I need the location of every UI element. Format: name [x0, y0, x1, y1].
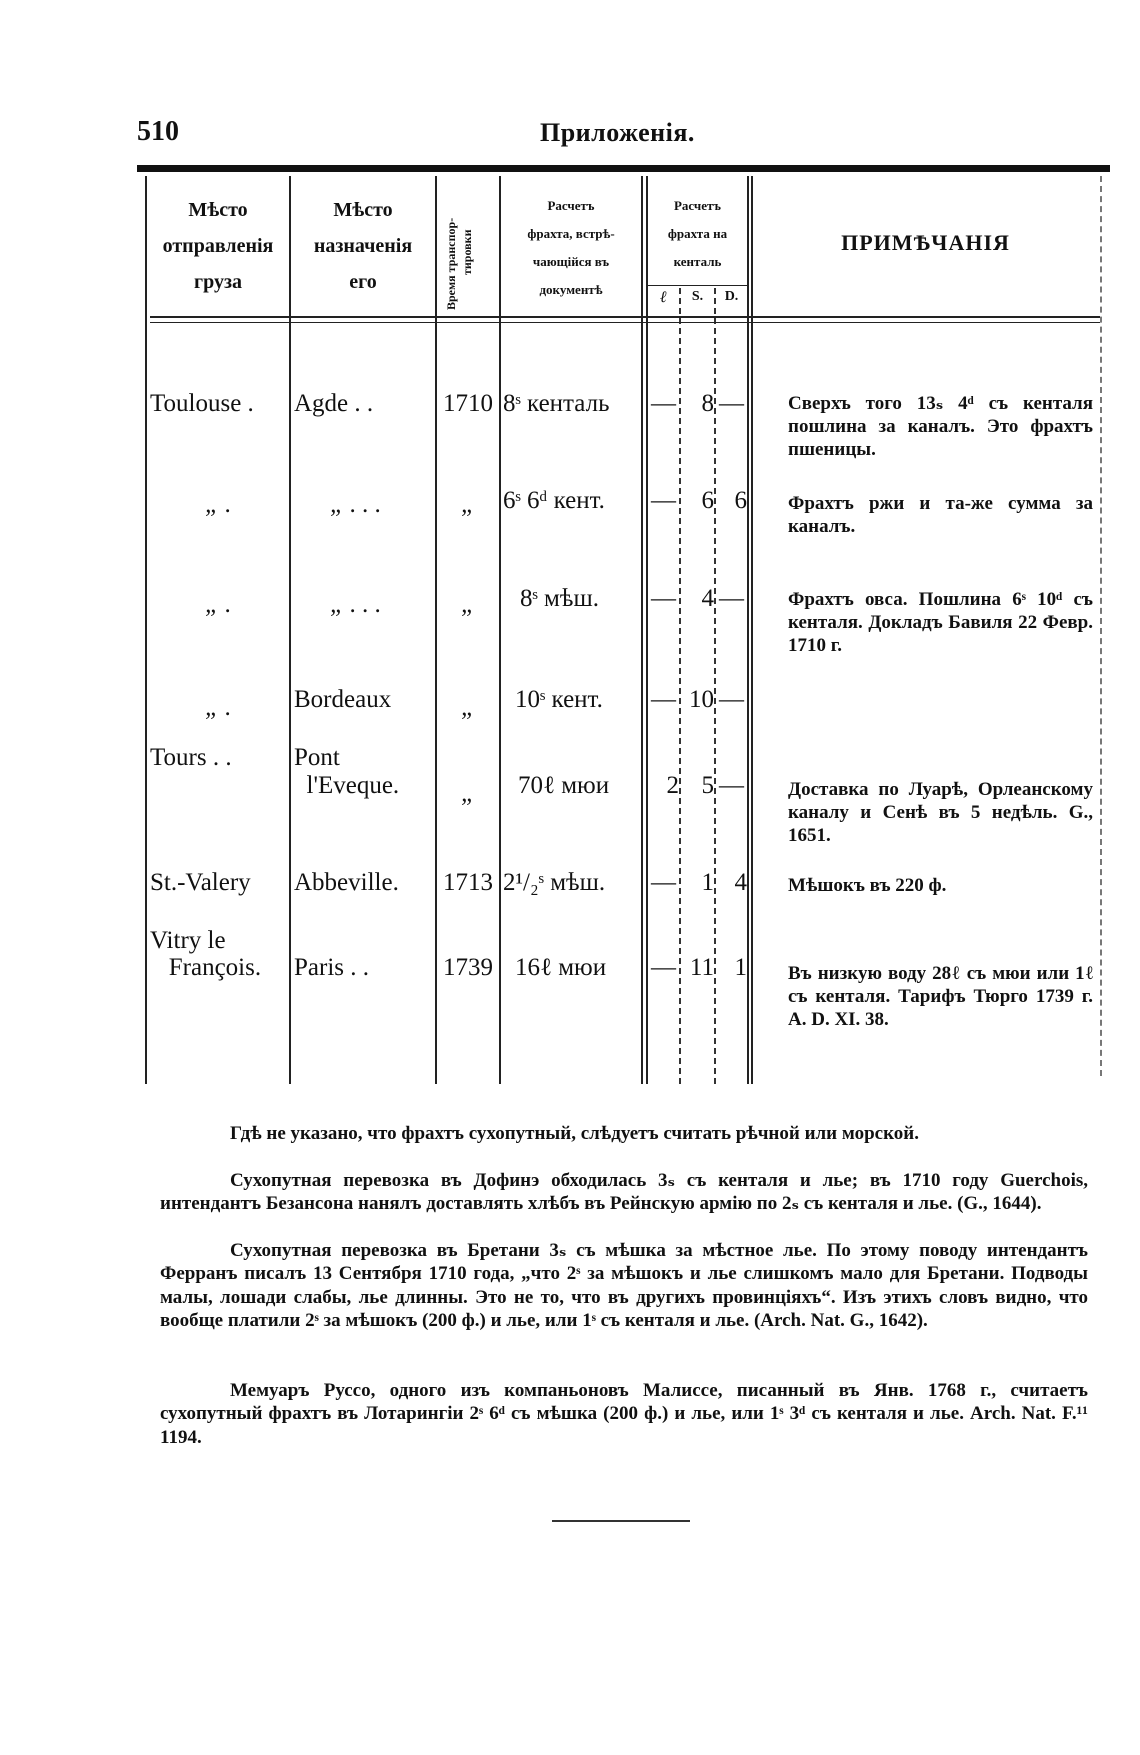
- livres-cell: 2: [666, 772, 679, 799]
- note-cell: Мѣшокъ въ 220 ф.: [788, 875, 947, 896]
- year-cell: „: [461, 491, 475, 518]
- destination-cell: Abbeville.: [294, 869, 399, 896]
- origin-cell: „ .: [205, 591, 232, 618]
- note-cell: Фрахтъ овса. Пошлина 6ˢ 10ᵈ съ кенталя. Докладъ Бавиля 22 Февр. 1710 г.: [788, 589, 1093, 656]
- livres-cell: —: [651, 686, 676, 713]
- doc-rate-cell: 2¹/₂ˢ мѣш.: [503, 869, 606, 896]
- header-text: Время транспор-: [444, 217, 458, 310]
- sous-cell: 8: [701, 390, 714, 417]
- doc-rate-cell: 10ˢ кент.: [515, 686, 603, 713]
- sous-cell: 5: [701, 772, 714, 799]
- doc-rate-cell: 16ℓ мюи: [515, 954, 607, 981]
- year-cell: 1713: [443, 869, 493, 896]
- header-text: Расчетъ: [547, 198, 595, 213]
- header-time: [443, 175, 475, 310]
- note-cell: Сверхъ того 13ₛ 4ᵈ съ кенталя пошлина за каналъ. Это фрахтъ пшеницы.: [788, 393, 1093, 460]
- header-origin: [147, 192, 289, 300]
- deniers-cell: —: [719, 390, 744, 417]
- note-cell: Доставка по Луарѣ, Орлеанскому каналу и Сенѣ въ 5 недѣль. G., 1651.: [788, 779, 1093, 846]
- header-text: Мѣсто: [333, 199, 393, 221]
- header-notes: ПРИМѢЧАНІЯ: [841, 230, 1010, 255]
- year-cell: 1739: [443, 954, 493, 981]
- destination-cell: „ . . .: [330, 591, 382, 618]
- sous-cell: 4: [701, 585, 714, 612]
- deniers-cell: —: [719, 686, 744, 713]
- header-text: чающійся въ: [532, 254, 610, 269]
- header-text: назначенія: [313, 235, 413, 257]
- deniers-cell: 1: [734, 954, 747, 981]
- paragraph: Мемуаръ Руссо, одного изъ компаньоновъ Малиссе, писанный въ Янв. 1768 г., считаетъ сухопутный фрахтъ въ Лотарингіи 2ˢ 6ᵈ съ мѣшка (200 ф.) и лье, или 1ˢ 3ᵈ съ кенталя и лье. Arch. Nat. F.¹¹ 1194.: [160, 1380, 1088, 1448]
- paragraph: Сухопутная перевозка въ Дофинэ обходилась 3ₛ съ кенталя и лье; въ 1710 году Guerchois, интендантъ Безансона нанялъ доставлять хлѣбъ въ Рейнскую армію по 2ₛ съ кенталя и лье. (G., 1644).: [160, 1170, 1088, 1215]
- header-text: Мѣсто: [188, 199, 248, 221]
- livres-cell: —: [651, 487, 676, 514]
- header-text: тировки: [460, 229, 474, 275]
- doc-rate-cell: 70ℓ мюи: [518, 772, 610, 799]
- year-cell: „: [461, 780, 475, 807]
- doc-rate-cell: 6ˢ 6ᵈ кент.: [503, 487, 605, 514]
- header-text: Расчетъ: [673, 198, 722, 213]
- header-text: отправленія: [162, 235, 274, 257]
- destination-cell: Agde . .: [294, 390, 374, 417]
- sous-cell: 10: [689, 686, 714, 713]
- year-cell: 1710: [443, 390, 493, 417]
- destination-cell: Paris . .: [294, 954, 369, 981]
- deniers-cell: —: [719, 585, 744, 612]
- note-cell: Фрахтъ ржи и та-же сумма за каналъ.: [788, 493, 1093, 537]
- note-cell: Въ низкую воду 28ℓ съ мюи или 1ℓ съ кенталя. Тарифъ Тюрго 1739 г. A. D. XI. 38.: [788, 963, 1093, 1030]
- header-text: кенталь: [673, 254, 722, 269]
- page-number: 510: [137, 116, 179, 147]
- header-text: груза: [194, 271, 242, 293]
- header-livres: ℓ: [660, 289, 667, 306]
- destination-cell: Pont: [294, 744, 340, 771]
- doc-rate-cell: 8ˢ кенталь: [503, 390, 610, 417]
- paragraph: Гдѣ не указано, что фрахтъ сухопутный, слѣдуетъ считать рѣчной или морской.: [230, 1123, 919, 1144]
- livres-cell: —: [651, 390, 676, 417]
- origin-cell: Vitry le: [150, 927, 226, 954]
- header-sous: S.: [691, 289, 704, 304]
- origin-cell: François.: [150, 954, 262, 981]
- deniers-cell: —: [719, 772, 744, 799]
- livres-cell: —: [651, 869, 676, 896]
- origin-cell: „ .: [205, 491, 232, 518]
- header-deniers: D.: [724, 289, 739, 304]
- header-doc-rate: [501, 192, 641, 304]
- header-text: его: [349, 271, 377, 293]
- closing-rule: [552, 1520, 690, 1522]
- deniers-cell: 4: [734, 869, 747, 896]
- origin-cell: „ .: [205, 694, 232, 721]
- livres-cell: —: [651, 585, 676, 612]
- year-cell: „: [461, 694, 475, 721]
- header-cwt-rate: [648, 192, 747, 276]
- destination-cell: „ . . .: [330, 491, 382, 518]
- header-text: документѣ: [539, 282, 603, 297]
- paragraph: Сухопутная перевозка въ Бретани 3ₛ съ мѣшка за мѣстное лье. По этому поводу интендантъ Ферранъ писалъ 13 Сентября 1710 года, „что 2ˢ за мѣшокъ и лье слишкомъ мало для Бретани. Подводы малы, лошади слабы, лье длинны. Это не то, что въ другихъ провинціяхъ“. Изъ этихъ словъ видно, что вообще платили 2ˢ за мѣшокъ (200 ф.) и лье, или 1ˢ съ кенталя и лье. (Arch. Nat. G., 1642).: [160, 1240, 1088, 1332]
- year-cell: „: [461, 591, 475, 618]
- origin-cell: Toulouse .: [150, 390, 254, 417]
- top-rule: [137, 165, 1110, 172]
- header-destination: [291, 192, 435, 300]
- destination-cell: l'Eveque.: [294, 772, 400, 799]
- running-title: Приложенія.: [540, 118, 695, 147]
- deniers-cell: 6: [734, 487, 747, 514]
- sous-cell: 6: [701, 487, 714, 514]
- destination-cell: Bordeaux: [294, 686, 392, 713]
- header-text: фрахта на: [667, 226, 728, 241]
- sous-cell: 1: [701, 869, 714, 896]
- sous-cell: 11: [689, 954, 714, 981]
- origin-cell: St.-Valery: [150, 869, 251, 896]
- header-text: фрахта, встрѣ-: [527, 226, 615, 241]
- origin-cell: Tours . .: [150, 744, 232, 771]
- livres-cell: —: [651, 954, 676, 981]
- doc-rate-cell: 8ˢ мѣш.: [520, 585, 599, 612]
